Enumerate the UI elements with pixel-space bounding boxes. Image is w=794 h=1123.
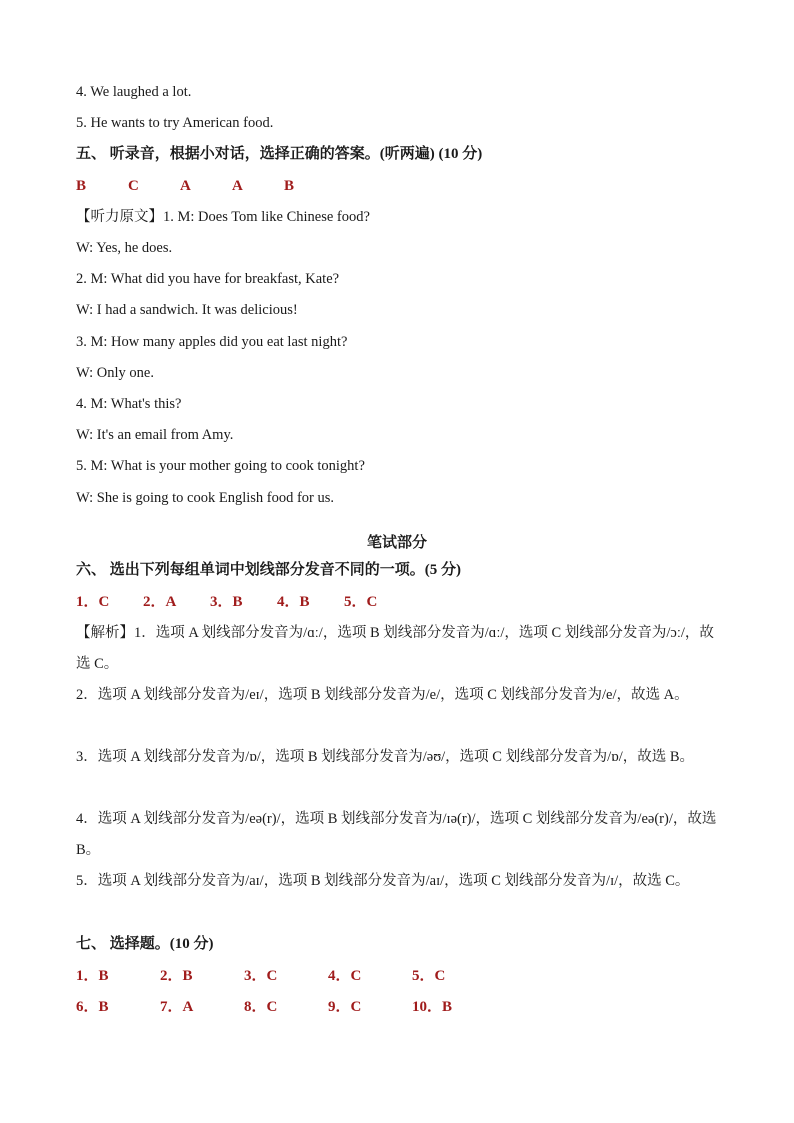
analysis-label: 【解析】: [76, 625, 134, 641]
text-line: 4. We laughed a lot.: [76, 84, 192, 100]
section7-answers-row: [76, 966, 718, 986]
section6-answers: [76, 592, 718, 612]
answer: 2．B: [160, 968, 193, 984]
answer: 1．B: [76, 968, 109, 984]
answer: 3．B: [210, 594, 243, 610]
answer: 2．A: [143, 594, 177, 610]
section6-heading: 六、 选出下列每组单词中划线部分发音不同的一项。(5 分): [76, 562, 461, 578]
transcript-line: 4. M: What's this?: [76, 396, 182, 412]
answer: 3．C: [244, 968, 278, 984]
answer: 6．B: [76, 999, 109, 1015]
section5-answers: [76, 176, 718, 196]
transcript-line: W: She is going to cook English food for us.: [76, 490, 335, 506]
answer: 4．C: [328, 968, 362, 984]
answer: 9．C: [328, 999, 362, 1015]
transcript-line: W: It's an email from Amy.: [76, 427, 234, 443]
answer: 7．A: [160, 999, 194, 1015]
transcript-line: W: Yes, he does.: [76, 240, 173, 256]
transcript-line: 【听力原文】1. M: Does Tom like Chinese food?: [76, 209, 370, 225]
analysis-paragraph: 3．选项 A 划线部分发音为/ɒ/，选项 B 划线部分发音为/əʊ/，选项 C 划线部分发音为/ɒ/，故选 B。: [76, 749, 695, 765]
section7-heading: 七、 选择题。(10 分): [76, 936, 214, 952]
answer: B: [76, 178, 87, 194]
transcript-label: 【听力原文】: [76, 209, 163, 225]
transcript-line: 5. M: What is your mother going to cook tonight?: [76, 458, 365, 474]
analysis-paragraph: 2．选项 A 划线部分发音为/eɪ/，选项 B 划线部分发音为/e/，选项 C 划线部分发音为/e/，故选 A。: [76, 687, 689, 703]
text-line: 5. He wants to try American food.: [76, 115, 274, 131]
answer: A: [180, 178, 191, 194]
written-section-title: 笔试部分: [366, 535, 427, 551]
transcript-line: 3. M: How many apples did you eat last night?: [76, 334, 348, 350]
answer: 1．C: [76, 594, 110, 610]
transcript-line: W: Only one.: [76, 365, 154, 381]
answer: 5．C: [412, 968, 446, 984]
answer: B: [284, 178, 295, 194]
answer: A: [232, 178, 243, 194]
analysis-paragraph: 4．选项 A 划线部分发音为/eə(r)/，选项 B 划线部分发音为/ɪə(r)/，选项 C 划线部分发音为/eə(r)/，故选 B。: [76, 811, 717, 858]
section7-answers-row: [76, 997, 718, 1017]
transcript-line: W: I had a sandwich. It was delicious!: [76, 302, 298, 318]
section5-heading: 五、 听录音，根据小对话，选择正确的答案。(听两遍) (10 分): [76, 146, 483, 162]
answer: 8．C: [244, 999, 278, 1015]
analysis-paragraph: 5．选项 A 划线部分发音为/aɪ/，选项 B 划线部分发音为/aɪ/，选项 C 划线部分发音为/ɪ/，故选 C。: [76, 873, 690, 889]
answer: C: [128, 178, 139, 194]
answer: 5．C: [344, 594, 378, 610]
answer: 4．B: [277, 594, 310, 610]
transcript-line: 2. M: What did you have for breakfast, Kate?: [76, 271, 340, 287]
answer: 10．B: [412, 999, 453, 1015]
analysis-paragraph: 【解析】1．选项 A 划线部分发音为/ɑː/，选项 B 划线部分发音为/ɑː/，选项 C 划线部分发音为/ɔː/，故选 C。: [76, 625, 714, 672]
